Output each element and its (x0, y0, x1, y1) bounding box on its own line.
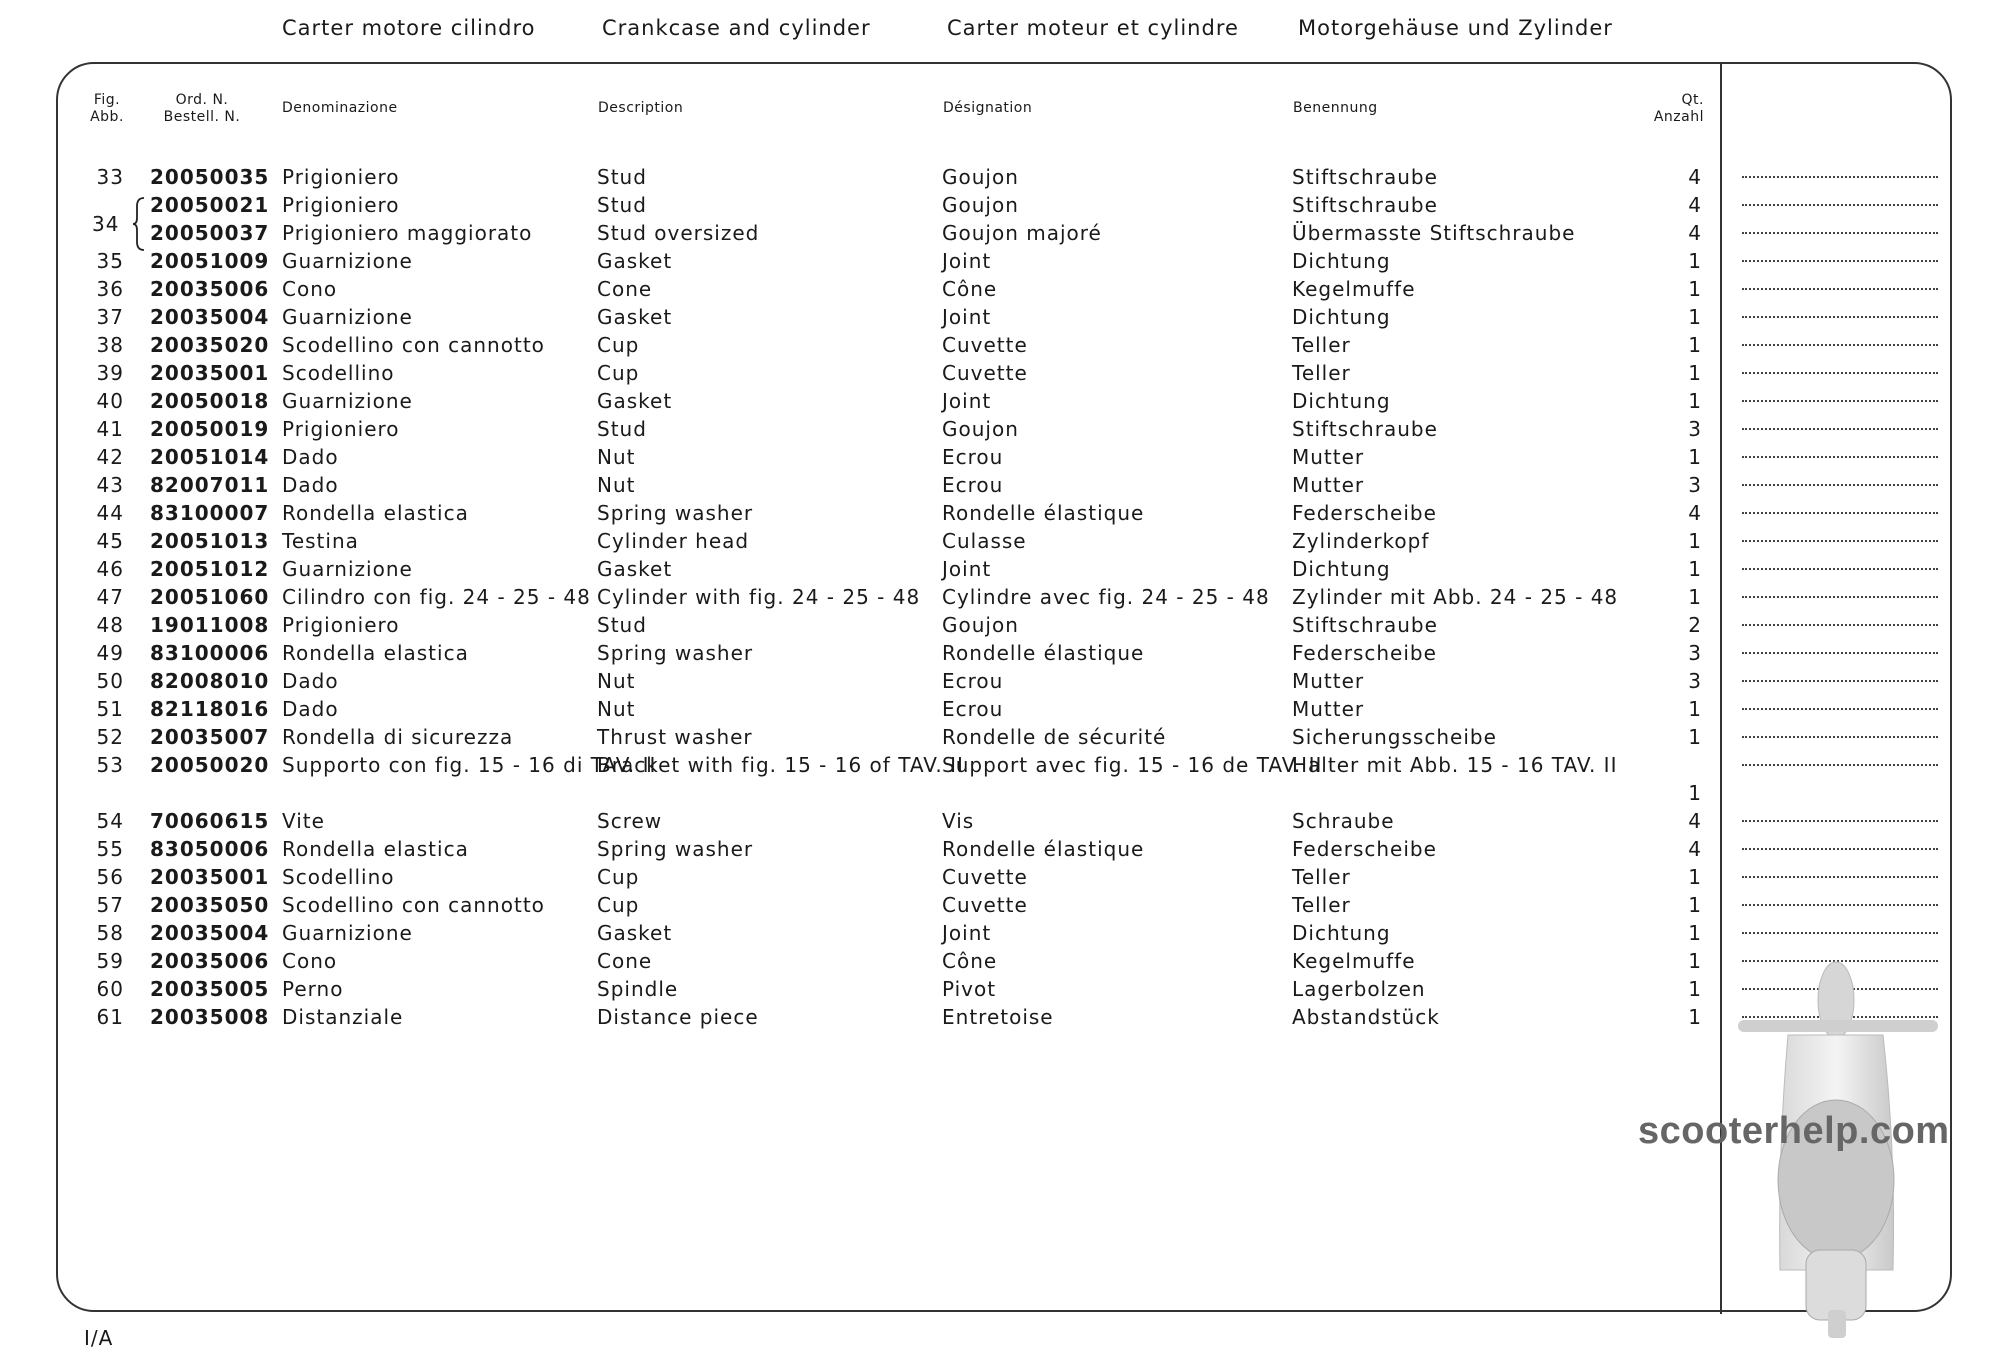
name-french: Rondelle élastique (942, 501, 1145, 525)
name-italian: Scodellino (282, 361, 395, 385)
name-french: Goujon (942, 193, 1019, 217)
name-english: Screw (597, 809, 663, 833)
name-english: Stud (597, 193, 647, 217)
order-number: 20051014 (150, 445, 270, 469)
quantity: 1 (1688, 977, 1702, 1001)
name-french: Cylindre avec fig. 24 - 25 - 48 (942, 585, 1270, 609)
fig-number: 33 (96, 165, 124, 189)
quantity: 2 (1688, 613, 1702, 637)
name-english: Spring washer (597, 641, 754, 665)
name-italian: Cono (282, 949, 338, 973)
fig-number: 50 (96, 669, 124, 693)
quantity: 1 (1688, 1005, 1702, 1029)
name-german: Sicherungsscheibe (1292, 725, 1497, 749)
name-french: Cône (942, 277, 998, 301)
table-row (0, 862, 2000, 890)
name-french: Joint (942, 921, 992, 945)
name-german: Federscheibe (1292, 837, 1437, 861)
name-italian: Guarnizione (282, 389, 413, 413)
notes-dotted-line (1742, 624, 1938, 626)
quantity: 3 (1688, 417, 1702, 441)
notes-dotted-line (1742, 428, 1938, 430)
fig-number: 60 (96, 977, 124, 1001)
order-number: 20035007 (150, 725, 270, 749)
title-english: Crankcase and cylinder (602, 16, 871, 40)
name-english: Gasket (597, 921, 673, 945)
quantity: 1 (1688, 389, 1702, 413)
notes-dotted-line (1742, 652, 1938, 654)
table-row (0, 218, 2000, 246)
name-english: Cone (597, 949, 653, 973)
title-italian: Carter motore cilindro (282, 16, 536, 40)
order-number: 20035001 (150, 361, 270, 385)
name-english: Distance piece (597, 1005, 759, 1029)
notes-dotted-line (1742, 764, 1938, 766)
quantity: 3 (1688, 669, 1702, 693)
order-number: 70060615 (150, 809, 270, 833)
name-italian: Rondella di sicurezza (282, 725, 514, 749)
quantity: 1 (1688, 557, 1702, 581)
table-row (0, 666, 2000, 694)
table-row (0, 834, 2000, 862)
order-number: 20035004 (150, 921, 270, 945)
quantity: 3 (1688, 473, 1702, 497)
table-row (0, 330, 2000, 358)
name-german: Teller (1292, 361, 1351, 385)
fig-34-number: 34 (92, 212, 120, 236)
name-french: Cuvette (942, 333, 1028, 357)
name-english: Nut (597, 669, 636, 693)
quantity: 4 (1688, 165, 1702, 189)
quantity: 1 (1688, 333, 1702, 357)
name-french: Goujon majoré (942, 221, 1102, 245)
notes-dotted-line (1742, 176, 1938, 178)
name-german: Teller (1292, 893, 1351, 917)
fig-number: 40 (96, 389, 124, 413)
notes-dotted-line (1742, 344, 1938, 346)
name-italian: Dado (282, 445, 339, 469)
name-italian: Prigioniero (282, 613, 400, 637)
name-italian: Scodellino (282, 865, 395, 889)
name-italian: Guarnizione (282, 557, 413, 581)
title-french: Carter moteur et cylindre (947, 16, 1239, 40)
name-german: Dichtung (1292, 389, 1391, 413)
fig-number: 37 (96, 305, 124, 329)
name-german: Federscheibe (1292, 641, 1437, 665)
name-german: Übermasste Stiftschraube (1292, 221, 1576, 245)
name-english: Nut (597, 473, 636, 497)
name-french: Vis (942, 809, 975, 833)
name-english: Cup (597, 893, 640, 917)
quantity: 1 (1688, 249, 1702, 273)
name-english: Nut (597, 697, 636, 721)
order-number: 20035050 (150, 893, 270, 917)
notes-dotted-line (1742, 260, 1938, 262)
name-english: Cup (597, 361, 640, 385)
name-french: Cuvette (942, 865, 1028, 889)
table-row (0, 638, 2000, 666)
order-number: 83100007 (150, 501, 270, 525)
notes-dotted-line (1742, 232, 1938, 234)
name-italian: Testina (282, 529, 359, 553)
name-italian: Rondella elastica (282, 501, 469, 525)
notes-dotted-line (1742, 568, 1938, 570)
name-english: Spindle (597, 977, 679, 1001)
header-qty-de: Anzahl (1653, 109, 1704, 125)
name-german: Dichtung (1292, 921, 1391, 945)
name-italian: Dado (282, 697, 339, 721)
order-number: 83050006 (150, 837, 270, 861)
name-italian: Scodellino con cannotto (282, 893, 545, 917)
table-row (0, 498, 2000, 526)
notes-dotted-line (1742, 820, 1938, 822)
table-row (0, 890, 2000, 918)
notes-dotted-line (1742, 288, 1938, 290)
table-row (0, 470, 2000, 498)
fig-number: 36 (96, 277, 124, 301)
fig-number: 61 (96, 1005, 124, 1029)
quantity: 4 (1688, 193, 1702, 217)
name-english: Cylinder with fig. 24 - 25 - 48 (597, 585, 921, 609)
table-row (0, 582, 2000, 610)
name-english: Stud oversized (597, 221, 760, 245)
name-german: Teller (1292, 865, 1351, 889)
order-number: 83100006 (150, 641, 270, 665)
name-german: Dichtung (1292, 557, 1391, 581)
watermark-text: scooterhelp.com (1638, 1110, 1950, 1152)
notes-dotted-line (1742, 680, 1938, 682)
header-fig (84, 92, 130, 126)
fig-number: 47 (96, 585, 124, 609)
name-italian: Vite (282, 809, 325, 833)
name-german: Stiftschraube (1292, 165, 1438, 189)
table-row (0, 946, 2000, 974)
name-english: Cylinder head (597, 529, 750, 553)
fig-number: 46 (96, 557, 124, 581)
header-fig-it: Fig. (93, 92, 121, 108)
order-number: 20035004 (150, 305, 270, 329)
quantity: 1 (1688, 361, 1702, 385)
order-number: 20051009 (150, 249, 270, 273)
fig-number: 42 (96, 445, 124, 469)
order-number: 20050021 (150, 193, 270, 217)
notes-dotted-line (1742, 736, 1938, 738)
notes-dotted-line (1742, 596, 1938, 598)
quantity: 4 (1688, 501, 1702, 525)
header-ord-de: Bestell. N. (163, 109, 241, 125)
header-denominazione: Denominazione (282, 100, 398, 116)
name-german: Zylinder mit Abb. 24 - 25 - 48 (1292, 585, 1619, 609)
name-english: Gasket (597, 249, 673, 273)
fig-number: 59 (96, 949, 124, 973)
table-row (0, 190, 2000, 218)
name-german: Zylinderkopf (1292, 529, 1430, 553)
name-german: Federscheibe (1292, 501, 1437, 525)
quantity: 1 (1688, 781, 1702, 805)
order-number: 20035020 (150, 333, 270, 357)
name-french: Culasse (942, 529, 1027, 553)
parts-table-body (0, 162, 2000, 1030)
name-german: Lagerbolzen (1292, 977, 1426, 1001)
name-french: Entretoise (942, 1005, 1054, 1029)
fig-number: 41 (96, 417, 124, 441)
quantity: 1 (1688, 445, 1702, 469)
name-english: Gasket (597, 557, 673, 581)
fig-number: 58 (96, 921, 124, 945)
order-number: 20035005 (150, 977, 270, 1001)
notes-dotted-line (1742, 512, 1938, 514)
order-number: 20051060 (150, 585, 270, 609)
name-german: Kegelmuffe (1292, 949, 1416, 973)
name-german: Teller (1292, 333, 1351, 357)
quantity: 1 (1688, 893, 1702, 917)
notes-dotted-line (1742, 932, 1938, 934)
quantity: 1 (1688, 725, 1702, 749)
order-number: 82008010 (150, 669, 270, 693)
name-german: Stiftschraube (1292, 613, 1438, 637)
name-italian: Distanziale (282, 1005, 404, 1029)
table-row (0, 1002, 2000, 1030)
order-number: 20050020 (150, 753, 270, 777)
name-italian: Perno (282, 977, 344, 1001)
header-order-number (150, 92, 254, 126)
name-italian: Guarnizione (282, 921, 413, 945)
name-english: Nut (597, 445, 636, 469)
quantity: 4 (1688, 809, 1702, 833)
name-french: Ecrou (942, 473, 1004, 497)
notes-dotted-line (1742, 708, 1938, 710)
name-english: Cup (597, 333, 640, 357)
fig-number: 51 (96, 697, 124, 721)
name-german: Kegelmuffe (1292, 277, 1416, 301)
name-french: Joint (942, 389, 992, 413)
quantity: 1 (1688, 865, 1702, 889)
name-french: Pivot (942, 977, 997, 1001)
name-german: Mutter (1292, 473, 1365, 497)
name-french: Joint (942, 557, 992, 581)
fig-number: 43 (96, 473, 124, 497)
notes-dotted-line (1742, 316, 1938, 318)
table-row (0, 442, 2000, 470)
notes-dotted-line (1742, 204, 1938, 206)
header-designation: Désignation (943, 100, 1033, 116)
fig-number: 49 (96, 641, 124, 665)
name-english: Gasket (597, 305, 673, 329)
header-qty-it: Qt. (1681, 92, 1704, 108)
header-quantity (1640, 92, 1704, 126)
notes-dotted-line (1742, 848, 1938, 850)
name-italian: Rondella elastica (282, 837, 469, 861)
name-italian: Dado (282, 669, 339, 693)
quantity: 3 (1688, 641, 1702, 665)
fig-number: 57 (96, 893, 124, 917)
order-number: 20035008 (150, 1005, 270, 1029)
notes-dotted-line (1742, 904, 1938, 906)
notes-dotted-line (1742, 876, 1938, 878)
order-number: 20050037 (150, 221, 270, 245)
header-ord-it: Ord. N. (175, 92, 229, 108)
name-english: Stud (597, 417, 647, 441)
quantity: 1 (1688, 529, 1702, 553)
fig-number: 56 (96, 865, 124, 889)
table-row (0, 274, 2000, 302)
quantity: 1 (1688, 697, 1702, 721)
table-row (0, 526, 2000, 554)
name-english: Cone (597, 277, 653, 301)
notes-dotted-line (1742, 372, 1938, 374)
table-row (0, 358, 2000, 386)
header-fig-de: Abb. (90, 109, 124, 125)
fig-number: 35 (96, 249, 124, 273)
name-english: Stud (597, 165, 647, 189)
quantity: 1 (1688, 277, 1702, 301)
name-italian: Prigioniero (282, 193, 400, 217)
fig-number: 53 (96, 753, 124, 777)
name-french: Cuvette (942, 361, 1028, 385)
name-french: Rondelle élastique (942, 837, 1145, 861)
order-number: 20051012 (150, 557, 270, 581)
table-row (0, 386, 2000, 414)
order-number: 82007011 (150, 473, 270, 497)
table-row (0, 610, 2000, 638)
notes-dotted-line (1742, 484, 1938, 486)
name-french: Rondelle de sécurité (942, 725, 1167, 749)
table-row (0, 694, 2000, 722)
name-english: Spring washer (597, 501, 754, 525)
name-french: Ecrou (942, 445, 1004, 469)
page-number: I/A (84, 1326, 114, 1350)
name-german: Dichtung (1292, 305, 1391, 329)
quantity: 1 (1688, 921, 1702, 945)
quantity: 1 (1688, 305, 1702, 329)
table-row (0, 974, 2000, 1002)
order-number: 20050019 (150, 417, 270, 441)
name-german: Mutter (1292, 669, 1365, 693)
name-italian: Supporto con fig. 15 - 16 di TAV. II (282, 753, 657, 777)
name-english: Spring washer (597, 837, 754, 861)
name-french: Joint (942, 305, 992, 329)
name-french: Goujon (942, 613, 1019, 637)
section-titles (0, 16, 2000, 48)
name-english: Cup (597, 865, 640, 889)
table-row (0, 554, 2000, 582)
name-italian: Prigioniero maggiorato (282, 221, 533, 245)
table-row (0, 806, 2000, 834)
fig-number: 38 (96, 333, 124, 357)
name-german: Stiftschraube (1292, 417, 1438, 441)
order-number: 20035006 (150, 949, 270, 973)
name-english: Thrust washer (597, 725, 753, 749)
name-french: Goujon (942, 417, 1019, 441)
notes-dotted-line (1742, 400, 1938, 402)
order-number: 20051013 (150, 529, 270, 553)
order-number: 19011008 (150, 613, 270, 637)
name-italian: Cono (282, 277, 338, 301)
name-german: Abstandstück (1292, 1005, 1440, 1029)
header-benennung: Benennung (1293, 100, 1378, 116)
name-french: Cuvette (942, 893, 1028, 917)
table-row (0, 750, 2000, 806)
name-german: Halter mit Abb. 15 - 16 TAV. II (1292, 753, 1618, 777)
quantity: 1 (1688, 585, 1702, 609)
name-french: Cône (942, 949, 998, 973)
notes-dotted-line (1742, 540, 1938, 542)
name-italian: Dado (282, 473, 339, 497)
quantity: 1 (1688, 949, 1702, 973)
order-number: 20035006 (150, 277, 270, 301)
table-row (0, 414, 2000, 442)
quantity: 4 (1688, 221, 1702, 245)
table-row (0, 162, 2000, 190)
fig-number: 48 (96, 613, 124, 637)
order-number: 20050018 (150, 389, 270, 413)
order-number: 20050035 (150, 165, 270, 189)
name-italian: Rondella elastica (282, 641, 469, 665)
table-row (0, 302, 2000, 330)
name-german: Mutter (1292, 697, 1365, 721)
name-italian: Prigioniero (282, 165, 400, 189)
name-french: Ecrou (942, 669, 1004, 693)
table-row (0, 722, 2000, 750)
name-italian: Cilindro con fig. 24 - 25 - 48 (282, 585, 591, 609)
table-row (0, 246, 2000, 274)
fig-number: 39 (96, 361, 124, 385)
name-italian: Prigioniero (282, 417, 400, 441)
name-german: Stiftschraube (1292, 193, 1438, 217)
header-description: Description (598, 100, 684, 116)
name-french: Joint (942, 249, 992, 273)
name-french: Goujon (942, 165, 1019, 189)
name-german: Dichtung (1292, 249, 1391, 273)
name-german: Schraube (1292, 809, 1395, 833)
fig-number: 54 (96, 809, 124, 833)
notes-dotted-line (1742, 456, 1938, 458)
name-french: Ecrou (942, 697, 1004, 721)
name-german: Mutter (1292, 445, 1365, 469)
order-number: 20035001 (150, 865, 270, 889)
fig-number: 55 (96, 837, 124, 861)
fig-number: 44 (96, 501, 124, 525)
fig-number: 45 (96, 529, 124, 553)
name-english: Bracket with fig. 15 - 16 of TAV. II (597, 753, 964, 777)
name-french: Support avec fig. 15 - 16 de TAV. II (942, 753, 1323, 777)
name-italian: Scodellino con cannotto (282, 333, 545, 357)
title-german: Motorgehäuse und Zylinder (1298, 16, 1613, 40)
table-row (0, 918, 2000, 946)
name-italian: Guarnizione (282, 249, 413, 273)
name-italian: Guarnizione (282, 305, 413, 329)
name-english: Gasket (597, 389, 673, 413)
name-english: Stud (597, 613, 647, 637)
fig-number: 52 (96, 725, 124, 749)
order-number: 82118016 (150, 697, 270, 721)
name-french: Rondelle élastique (942, 641, 1145, 665)
quantity: 4 (1688, 837, 1702, 861)
